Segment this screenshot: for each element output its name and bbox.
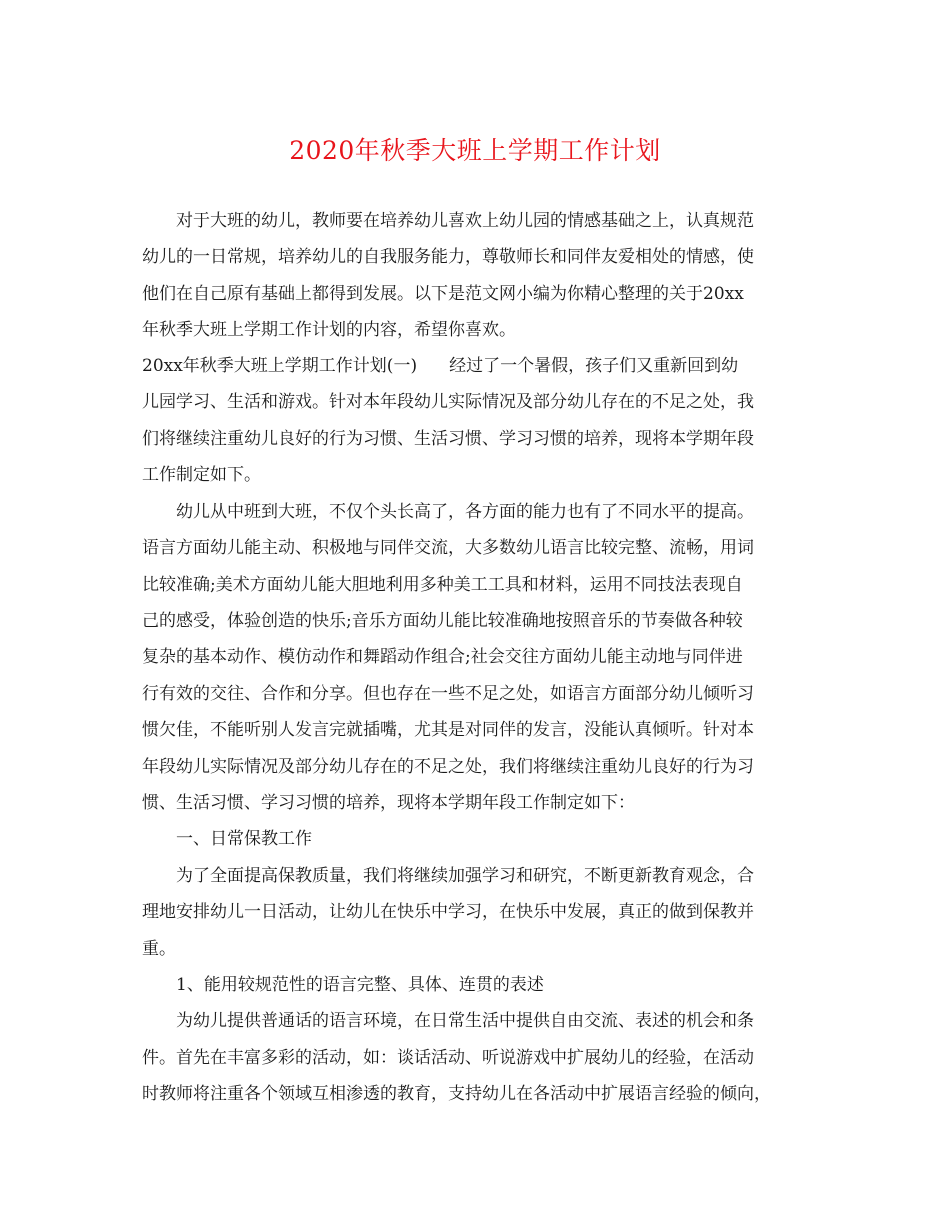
paragraph-line: 幼儿从中班到大班，不仅个头长高了，各方面的能力也有了不同水平的提高。 bbox=[176, 502, 754, 522]
paragraph-line: 对于大班的幼儿，教师要在培养幼儿喜欢上幼儿园的情感基础之上，认真规范 bbox=[176, 211, 754, 231]
paragraph-line: 年段幼儿实际情况及部分幼儿存在的不足之处，我们将继续注重幼儿良好的行为习 bbox=[142, 757, 754, 777]
paragraph-line: 他们在自己原有基础上都得到发展。以下是范文网小编为你精心整理的关于20xx bbox=[142, 284, 744, 304]
paragraph-line: 们将继续注重幼儿良好的行为习惯、生活习惯、学习习惯的培养，现将本学期年段 bbox=[142, 429, 754, 449]
paragraph-line: 惯、生活习惯、学习习惯的培养，现将本学期年段工作制定如下： bbox=[142, 793, 635, 813]
paragraph-line: 时教师将注重各个领域互相渗透的教育，支持幼儿在各活动中扩展语言经验的倾向， bbox=[142, 1084, 771, 1104]
document-title: 2020年秋季大班上学期工作计划 bbox=[289, 136, 661, 165]
paragraph-line: 语言方面幼儿能主动、积极地与同伴交流，大多数幼儿语言比较完整、流畅，用词 bbox=[142, 538, 754, 558]
subsection-heading: 1、能用较规范性的语言完整、具体、连贯的表述 bbox=[176, 975, 544, 995]
paragraph-line: 惯欠佳，不能听别人发言完就插嘴，尤其是对同伴的发言，没能认真倾听。针对本 bbox=[142, 720, 754, 740]
paragraph-line: 比较准确;美术方面幼儿能大胆地利用多种美工工具和材料，运用不同技法表现自 bbox=[142, 575, 743, 595]
paragraph-line bbox=[142, 354, 832, 378]
paragraph-line: 己的感受，体验创造的快乐;音乐方面幼儿能比较准确地按照音乐的节奏做各种较 bbox=[142, 611, 743, 631]
paragraph-line: 为了全面提高保教质量，我们将继续加强学习和研究，不断更新教育观念，合 bbox=[176, 866, 754, 886]
section-heading: 20xx年秋季大班上学期工作计划(一) bbox=[142, 356, 418, 376]
paragraph-line: 件。首先在丰富多彩的活动，如：谈话活动、听说游戏中扩展幼儿的经验，在活动 bbox=[142, 1048, 754, 1068]
paragraph-line: 重。 bbox=[142, 939, 176, 959]
paragraph-line: 工作制定如下。 bbox=[142, 465, 261, 485]
paragraph-line: 儿园学习、生活和游戏。针对本年段幼儿实际情况及部分幼儿存在的不足之处，我 bbox=[142, 392, 754, 412]
paragraph-line: 理地安排幼儿一日活动，让幼儿在快乐中学习，在快乐中发展，真正的做到保教并 bbox=[142, 902, 754, 922]
paragraph-line: 复杂的基本动作、模仿动作和舞蹈动作组合;社会交往方面幼儿能主动地与同伴进 bbox=[142, 647, 743, 667]
paragraph-line: 年秋季大班上学期工作计划的内容，希望你喜欢。 bbox=[142, 320, 516, 340]
paragraph-text: 经过了一个暑假，孩子们又重新回到幼 bbox=[449, 356, 739, 376]
paragraph-line: 行有效的交往、合作和分享。但也存在一些不足之处，如语言方面部分幼儿倾听习 bbox=[142, 684, 754, 704]
section-heading: 一、日常保教工作 bbox=[176, 829, 312, 849]
paragraph-line: 为幼儿提供普通话的语言环境，在日常生活中提供自由交流、表述的机会和条 bbox=[176, 1011, 754, 1031]
paragraph-line: 幼儿的一日常规，培养幼儿的自我服务能力，尊敬师长和同伴友爱相处的情感，使 bbox=[142, 247, 754, 267]
